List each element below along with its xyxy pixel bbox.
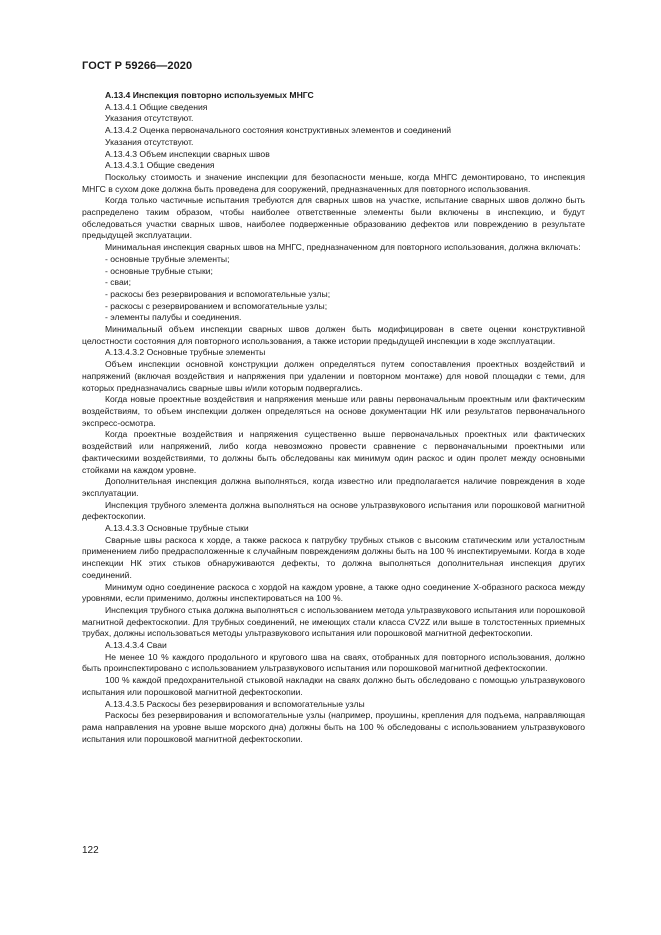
paragraph: Когда новые проектные воздействия и напряжения меньше или равны первоначальным проектным или фактическим воздействиям, то объем инспекции должен определяться на основе документации НК или результатов первоначального экспресс-осмотра.	[82, 394, 585, 428]
subsection-heading: А.13.4.3.5 Раскосы без резервирования и вспомогательные узлы	[105, 698, 365, 709]
paragraph: Когда только частичные испытания требуются для сварных швов на участке, испытание сварных швов должно быть распределено таким образом, чтобы наиболее ответственные элементы были включены в инспекцию, и будут обследоваться участки сварных швов, наиболее подверженные образованию дефектов или повреждению в результате предыдущей эксплуатации.	[82, 195, 585, 241]
list-item: - основные трубные стыки;	[105, 265, 213, 276]
paragraph: Поскольку стоимость и значение инспекции для безопасности меньше, когда МНГС демонтировано, то инспекция МНГС в сухом доке должна быть проведена для сооружений, предназначенных для повторного использования.	[82, 171, 585, 194]
paragraph: Инспекция трубного элемента должна выполняться на основе ультразвукового испытания или порошковой магнитной дефектоскопии.	[82, 499, 585, 522]
subsection-heading: А.13.4.3.2 Основные трубные элементы	[105, 347, 266, 358]
paragraph: Раскосы без резервирования и вспомогательные узлы (например, проушины, крепления для подъема, направляющая рама направления на уровне выше морского дна) должны быть на 100 % обследованы с использованием ультразвукового испытания или порошковой магнитной дефектоскопии.	[82, 710, 585, 744]
paragraph: Минимальная инспекция сварных швов на МНГС, предназначенном для повторного использования, должна включать:	[105, 242, 581, 253]
page-number: 122	[82, 845, 99, 856]
subsection-heading: А.13.4.3.1 Общие сведения	[105, 160, 215, 171]
subsection-heading: А.13.4.2 Оценка первоначального состояния конструктивных элементов и соединений	[105, 125, 452, 136]
paragraph: Дополнительная инспекция должна выполняться, когда известно или предполагается наличие повреждения в ходе эксплуатации.	[82, 476, 585, 498]
section-title: А.13.4 Инспекция повторно используемых МНГС	[105, 90, 314, 100]
document-body	[82, 90, 585, 745]
subsection-heading: А.13.4.3.4 Сваи	[105, 640, 167, 651]
subsection-heading: А.13.4.3 Объем инспекции сварных швов	[105, 148, 270, 159]
list-item: - основные трубные элементы;	[105, 253, 230, 264]
list-item: - сваи;	[105, 277, 131, 288]
paragraph: Инспекция трубного стыка должна выполняться с использованием метода ультразвукового испытания или порошковой магнитной дефектоскопии. Для трубных соединений, не имеющих стали класса CV2Z или выше в толстостенных приемных трубах, должны использоваться методы ультразвукового испытания или порошковой магнитной дефектоскопии.	[82, 604, 585, 639]
subsection-heading: А.13.4.3.3 Основные трубные стыки	[105, 523, 249, 534]
paragraph: Указания отсутствуют.	[105, 113, 194, 124]
paragraph: Когда проектные воздействия и напряжения существенно выше первоначальных проектных или фактических воздействий или напряжений, либо когда невозможно провести сравнение с первоначальными проектными или фактическими воздействиями, то должны быть обследованы как минимум один раскос и один пролет между основными стойками на каждом уровне.	[82, 429, 585, 475]
paragraph: Минимальный объем инспекции сварных швов должен быть модифицирован в свете оценки конструктивной целостности состояния для повторного использования, а также истории предыдущей инспекции в ходе эксплуатации.	[82, 324, 585, 346]
paragraph: Не менее 10 % каждого продольного и кругового шва на сваях, отобранных для повторного использования, должно быть проинспектировано с использованием ультразвукового испытания или порошковой магнитной дефектоскопии.	[82, 651, 585, 674]
list-item: - элементы палубы и соединения.	[105, 312, 242, 323]
paragraph: Минимум одно соединение раскоса с хордой на каждом уровне, а также одно соединение Х-образного раскоса между уровнями, если применимо, должны инспектироваться на 100 %.	[82, 581, 585, 604]
paragraph: Указания отсутствуют.	[105, 136, 194, 147]
document-header: ГОСТ Р 59266—2020	[82, 60, 193, 72]
subsection-heading: А.13.4.1 Общие сведения	[105, 101, 208, 112]
list-item: - раскосы с резервированием и вспомогательные узлы;	[105, 300, 328, 311]
paragraph: Сварные швы раскоса к хорде, а также раскоса к патрубку трубных стыков с высоким статическим или усталостным применением либо предрасположенные к случайным повреждениям должны быть на 100 % инспектируемыми. Когда в ходе инспекции НК этих стыков обнаруживаются дефекты, то должна выполняться дополнительная инспекция других соединений.	[82, 534, 585, 580]
list-item: - раскосы без резервирования и вспомогательные узлы;	[105, 288, 331, 299]
paragraph: 100 % каждой предохранительной стыковой накладки на сваях должно быть обследовано с помощью ультразвукового испытания или порошковой магнитной дефектоскопии.	[82, 675, 585, 697]
paragraph: Объем инспекции основной конструкции должен определяться путем сопоставления проектных воздействий и напряжений (включая воздействия и напряжения при удалении и повторном монтаже) для новой площадки с теми, для которых предназначались сварные швы и/или которым подвергались.	[82, 359, 585, 393]
